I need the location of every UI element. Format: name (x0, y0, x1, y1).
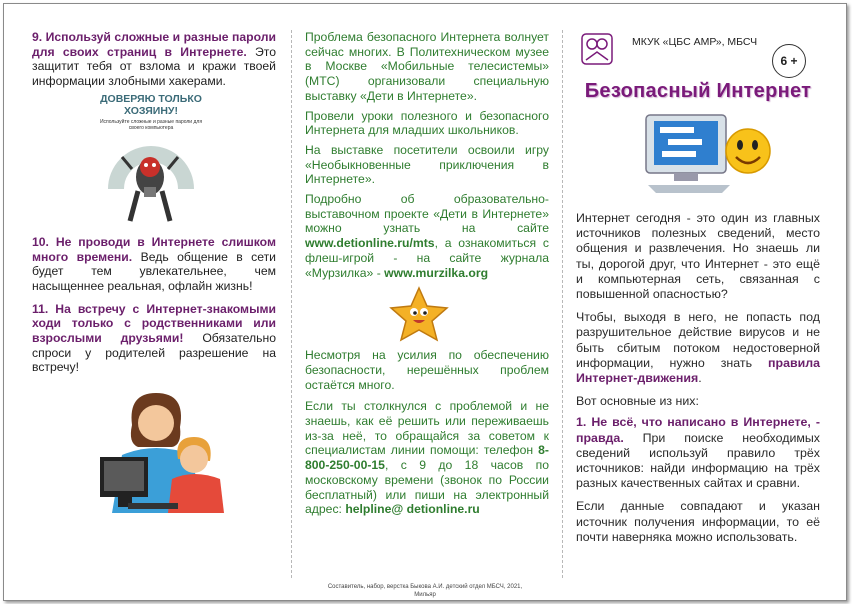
rule-1-text: При поиске необходимых сведений используй правило трёх источников: найди информацию на трёх разных качественных сайтах и сравни. (576, 430, 820, 491)
compiler-footer: Составитель, набор, верстка Быкова А.И. детский отдел МБСЧ, 2021, Мильяр (327, 583, 523, 598)
rule-11-title: 11. На встречу с Интернет-знакомыми ходи только с родственниками или взрослыми друзьями! (32, 301, 276, 346)
game-text: На выставке посетители освоили игру «Необыкновенные приключения в Интернете». (305, 142, 549, 187)
computer-smiley-icon (630, 107, 780, 195)
cover-title: Безопасный Интернет (584, 80, 812, 102)
rule-11-text: Обязательно спроси у родителей разрешение на встречу! (32, 331, 276, 375)
mother-child-computer-icon (98, 385, 228, 513)
dragon-lock-icon (86, 129, 216, 229)
column-middle (305, 30, 549, 599)
rule-10-text: Ведь общение в сети будет тем увлекательнее, чем насыщеннее реальная, офлайн жизнь! (32, 249, 276, 293)
library-logo-icon (580, 32, 614, 66)
rules-intro-a: Чтобы, выходя в него, не попасть под разрушительное действие вирусов и не быть сбитым потоком недостоверной информации, нужно знать (576, 310, 820, 370)
age-rating-badge: 6 + (772, 44, 806, 78)
rules-intro-b: . (698, 371, 702, 386)
source-check-text: Если данные совпадают и указан источник получения информации, то её почти наверняка можно использовать. (576, 499, 820, 544)
column-divider-1 (291, 30, 292, 578)
column-right (576, 30, 820, 545)
rule-1 (576, 415, 820, 491)
column-left (32, 30, 276, 513)
rules-list-lead: Вот основные из них: (576, 394, 699, 409)
poster-title: ДОВЕРЯЮ ТОЛЬКО ХОЗЯИНУ! (100, 92, 202, 117)
column-divider-2 (562, 30, 563, 578)
password-poster (86, 93, 216, 229)
rule-9-text: Это защитит тебя от взлома и кражи твоей информации злобными хакерами. (32, 44, 276, 89)
poster-subtitle: Используйте сложные и разные пароли для своего компьютера (99, 118, 203, 131)
project-text-a: Подробно об образовательно-выставочном проекте «Дети в Интернете» можно узнать на сайте (305, 192, 549, 236)
cover-header (576, 30, 820, 74)
detionline-link[interactable]: www.detionline.ru/mts (305, 236, 435, 251)
rule-10-title: 10. Не проводи в Интернете слишком много времени. (32, 234, 276, 264)
star-mascot-icon (387, 286, 451, 342)
rules-intro-text (576, 310, 820, 386)
murzilka-link[interactable]: www.murzilka.org (384, 265, 489, 280)
rule-11 (32, 302, 276, 376)
lessons-text: Провели уроки полезного и безопасного Интернета для младших школьников. (305, 108, 549, 138)
rule-9-title: 9. Используй сложные и разные пароли для своих страниц в Интернете. (32, 30, 276, 59)
helpline-text-a: Если ты столкнулся с проблемой и не знаешь, как её решить или переживаешь из-за неё, то обращайся за советом к специалистам линии помощи: телефон (305, 399, 549, 458)
rule-1-title: 1. Не всё, что написано в Интернете, - правда. (576, 415, 820, 445)
rule-10 (32, 235, 276, 294)
intro-text: Интернет сегодня - это один из главных источников полезных сведений, место общения и развлечения. Но знаешь ли ты, дорогой друг, что Интернет - это ещё и компьютерная сеть, связанная с повышенной опасностью? (576, 211, 820, 302)
helpline-text (305, 399, 549, 517)
rules-intro-bold: правила Интернет-движения (576, 355, 820, 386)
helpline-email[interactable]: helpline@ detionline.ru (345, 502, 480, 517)
project-text (305, 192, 549, 280)
helpline-text-b: , с 9 до 18 часов по московскому времени (звонок по России бесплатный) или пиши на электронный адрес: (305, 458, 549, 517)
organization-label: МКУК «ЦБС АМР», МБСЧ (632, 36, 758, 48)
mts-exhibition-text: Проблема безопасного Интернета волнует сейчас многих. В Политехническом музее в Москве «Мобильные телесистемы» (МТС) организовали специальную выставку «Дети в Интернете». (305, 30, 549, 103)
project-text-b: , а ознакомиться с флеш-игрой - на сайте журнала «Мурзилка» - (305, 236, 549, 280)
unsolved-problems-text: Несмотря на усилия по обеспечению безопасности, нерешённых проблем остаётся много. (305, 348, 549, 392)
rule-9 (32, 30, 276, 89)
helpline-phone[interactable]: 8-800-250-00-15 (305, 443, 549, 473)
